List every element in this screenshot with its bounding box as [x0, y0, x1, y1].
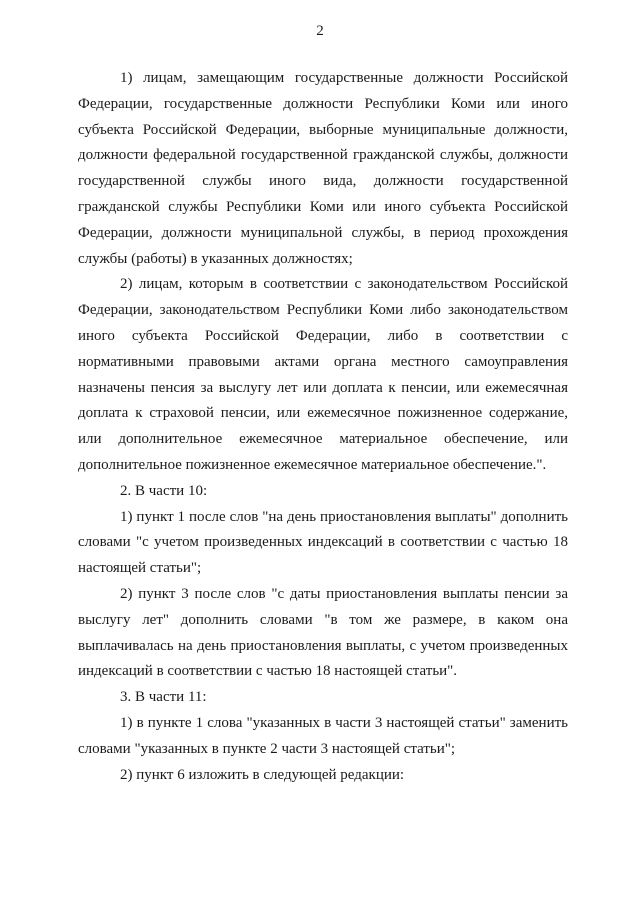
paragraph-part-10-item-3: 2) пункт 3 после слов "с даты приостановления выплаты пенсии за выслугу лет" дополнить словами "в том же размере, в каком она выплачивалась на день приостановления выплаты, с учетом произведенных индексаций в соответствии с частью 18 настоящей статьи". — [78, 585, 568, 680]
paragraph-item-2-pension-recipients: 2) лицам, которым в соответствии с законодательством Российской Федерации, законодательством Республики Коми либо законодательством иного субъекта Российской Федерации, либо в соответствии с нормативными правовыми актами органа местного самоуправления назначены пенсия за выслугу лет или доплата к пенсии, или ежемесячная доплата к страховой пенсии, или ежемесячное пожизненное содержание, или дополнительное ежемесячное материальное обеспечение, или дополнительное пожизненное ежемесячное материальное обеспечение.". — [78, 276, 568, 473]
paragraph-item-1-officials: 1) лицам, замещающим государственные должности Российской Федерации, государственные должности Республики Коми или иного субъекта Российской Федерации, выборные муниципальные должности, должности федеральной государственной гражданской службы, должности государственной службы иного вида, должности государственной гражданской службы Республики Коми или иного субъекта Российской Федерации, должности муниципальной службы, в период прохождения службы (работы) в указанных должностях; — [78, 70, 568, 267]
paragraph-part-11-item-1: 1) в пункте 1 слова "указанных в части 3 настоящей статьи" заменить словами "указанных в пункте 2 части 3 настоящей статьи"; — [78, 714, 568, 757]
paragraph-part-10-item-1: 1) пункт 1 после слов "на день приостановления выплаты" дополнить словами "с учетом произведенных индексаций в соответствии с частью 18 настоящей статьи"; — [78, 508, 568, 577]
paragraph-part-11-heading: 3. В части 11: — [120, 689, 207, 706]
paragraph-part-11-item-6: 2) пункт 6 изложить в следующей редакции: — [120, 766, 405, 783]
document-body — [78, 66, 568, 788]
paragraph-part-10-heading: 2. В части 10: — [120, 482, 208, 499]
page-number: 2 — [316, 23, 324, 39]
